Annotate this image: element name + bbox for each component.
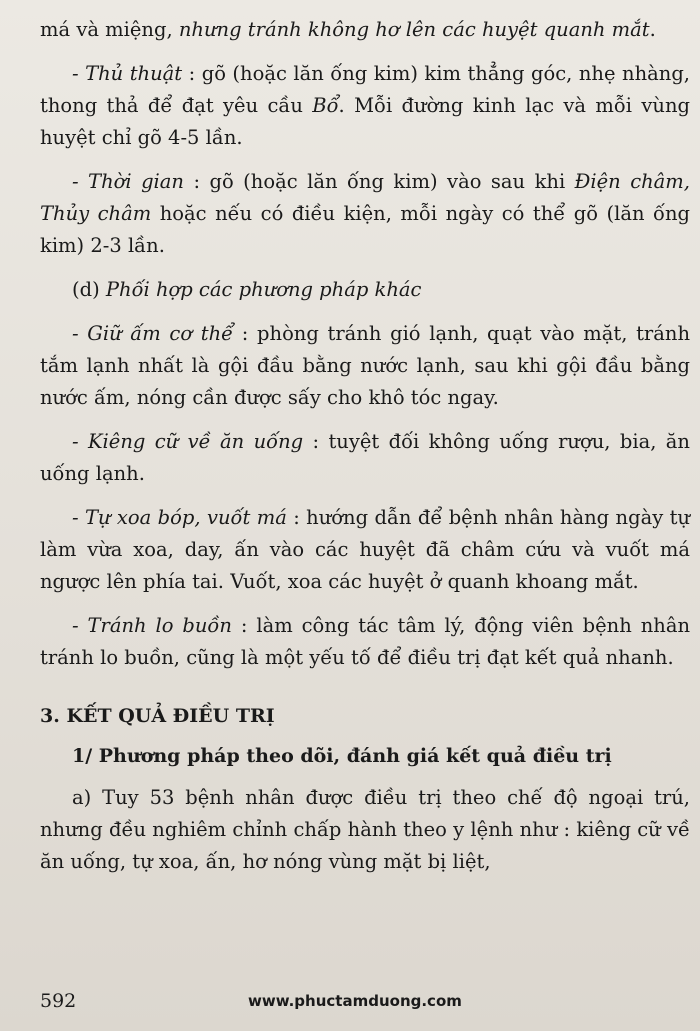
paragraph-diet: - Kiêng cữ về ăn uống : tuyệt đối không uống rượu, bia, ăn uống lạnh. [40,430,690,485]
paragraph-avoid-worry: - Tránh lo buồn : làm công tác tâm lý, động viên bệnh nhân tránh lo buồn, cũng là một yếu tố để điều trị đạt kết quả nhanh. [40,614,691,669]
page-body [40,14,690,890]
paragraph-technique: - Thủ thuật : gõ (hoặc lăn ống kim) kim thẳng góc, nhẹ nhàng, thong thả để đạt yêu cầu Bổ. Mỗi đường kinh lạc và mỗi vùng huyệt chỉ gõ 4-5 lần. [40,62,691,149]
page-footer [40,990,680,1020]
subsection-heading: 1/ Phương pháp theo dõi, đánh giá kết quả điều trị [72,745,612,767]
page-number: 592 [40,990,77,1012]
paragraph-1: má và miệng, nhưng tránh không hơ lên các huyệt quanh mắt. [40,18,656,41]
paragraph-combine-methods: (d) Phối hợp các phương pháp khác [72,278,422,301]
website-watermark: www.phuctamduong.com [248,992,462,1010]
section-heading: 3. KẾT QUẢ ĐIỀU TRỊ [40,705,275,727]
paragraph-self-massage: - Tự xoa bóp, vuốt má : hướng dẫn để bệnh nhân hàng ngày tự làm vừa xoa, day, ấn vào các huyệt đã châm cứu và vuốt má ngược lên phía tai. Vuốt, xoa các huyệt ở quanh khoang mắt. [40,506,690,593]
paragraph-results-a: a) Tuy 53 bệnh nhân được điều trị theo chế độ ngoại trú, nhưng đều nghiêm chỉnh chấp hành theo y lệnh như : kiêng cữ về ăn uống, tự xoa, ấn, hơ nóng vùng mặt bị liệt, [40,786,690,873]
paragraph-timing: - Thời gian : gõ (hoặc lăn ống kim) vào sau khi Điện châm, Thủy châm hoặc nếu có điều kiện, mỗi ngày có thể gõ (lăn ống kim) 2-3 lần. [40,170,691,257]
paragraph-keep-warm: - Giữ ấm cơ thể : phòng tránh gió lạnh, quạt vào mặt, tránh tắm lạnh nhất là gội đầu bằng nước lạnh, sau khi gội đầu bằng nước ấm, nóng cần được sấy cho khô tóc ngay. [40,322,690,409]
